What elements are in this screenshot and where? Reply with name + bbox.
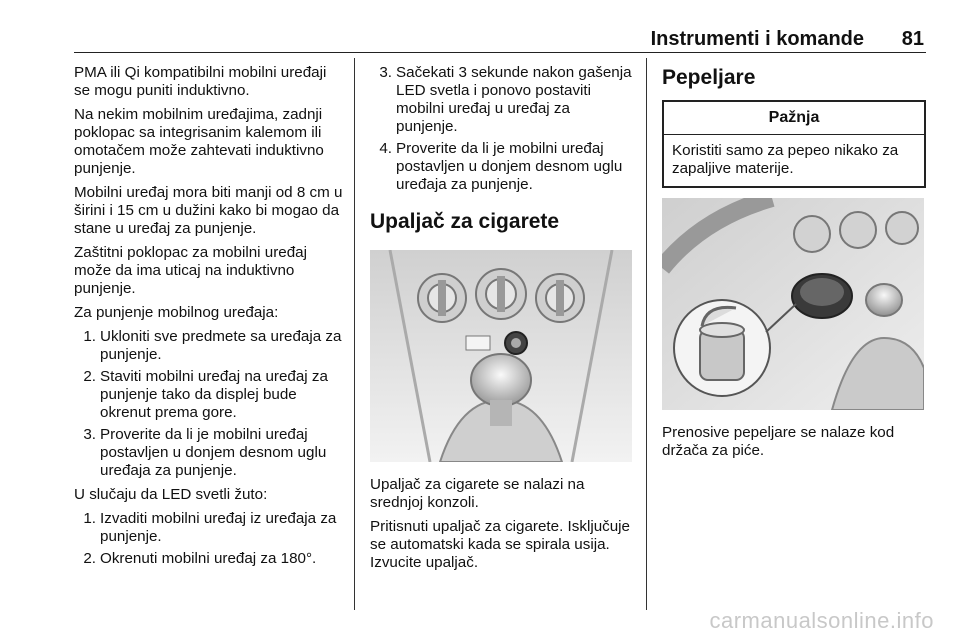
paragraph: Mobilni uređaj mora biti manji od 8 cm u širini i 15 cm u dužini kako bi mogao da stane u uređaj za punjenje.: [74, 184, 343, 237]
page-number: 81: [901, 28, 924, 50]
list-item: 1. Ukloniti sve predmete sa uređaja za punjenje.: [83, 328, 342, 363]
list-item: 2. Staviti mobilni uređaj na uređaj za punjenje tako da displej bude okrenut prema gore.: [83, 368, 328, 421]
led-steps-list: [74, 510, 344, 568]
caution-notice: [662, 100, 926, 188]
paragraph: Za punjenje mobilnog uređaja:: [74, 304, 279, 321]
paragraph: Pritisnuti upaljač za cigarete. Isključuje se automatski kada se spirala usija. Izvucite upaljač.: [370, 518, 630, 571]
list-item: 3. Sačekati 3 sekunde nakon gašenja LED svetla i ponovo postaviti mobilni uređaj u uređaj za punjenje.: [379, 64, 632, 135]
cigarette-lighter-illustration: [370, 250, 632, 462]
paragraph: U slučaju da LED svetli žuto:: [74, 486, 268, 503]
paragraph: PMA ili Qi kompatibilni mobilni uređaji se mogu puniti induktivno.: [74, 64, 327, 99]
column-right: [662, 64, 926, 466]
ashtray-illustration: [662, 198, 924, 410]
list-item: 1. Izvaditi mobilni uređaj iz uređaja za punjenje.: [83, 510, 337, 545]
page-header: [74, 28, 926, 53]
paragraph: Prenosive pepeljare se nalaze kod držača za piće.: [662, 424, 895, 459]
column-divider: [354, 58, 355, 610]
column-left: [74, 64, 344, 574]
list-item: 3. Proverite da li je mobilni uređaj postavljen u donjem desnom uglu uređaja za punjenje.: [83, 426, 327, 479]
list-item: 2. Okrenuti mobilni uređaj za 180°.: [83, 550, 317, 567]
page-title: Instrumenti i komande: [650, 28, 864, 50]
caution-title: Pažnja: [664, 102, 924, 135]
list-item: 4. Proverite da li je mobilni uređaj postavljen u donjem desnom uglu uređaja za punjenje.: [379, 140, 623, 193]
watermark: carmanualsonline.info: [709, 608, 934, 633]
section-heading-ashtrays: Pepeljare: [662, 66, 756, 89]
paragraph: Upaljač za cigarete se nalazi na srednjoj konzoli.: [370, 476, 585, 511]
column-divider: [646, 58, 647, 610]
paragraph: Na nekim mobilnim uređajima, zadnji poklopac sa integrisanim kalemom ili omotačem može zahtevati induktivno punjenje.: [74, 106, 324, 177]
column-middle: [370, 64, 632, 578]
section-heading-cigarette-lighter: Upaljač za cigarete: [370, 210, 560, 233]
charging-steps-list: [74, 328, 344, 480]
charging-steps-continued-list: [370, 64, 632, 194]
paragraph: Zaštitni poklopac za mobilni uređaj može da ima uticaj na induktivno punjenje.: [74, 244, 307, 297]
caution-text: Koristiti samo za pepeo nikako za zapaljive materije.: [672, 142, 899, 177]
